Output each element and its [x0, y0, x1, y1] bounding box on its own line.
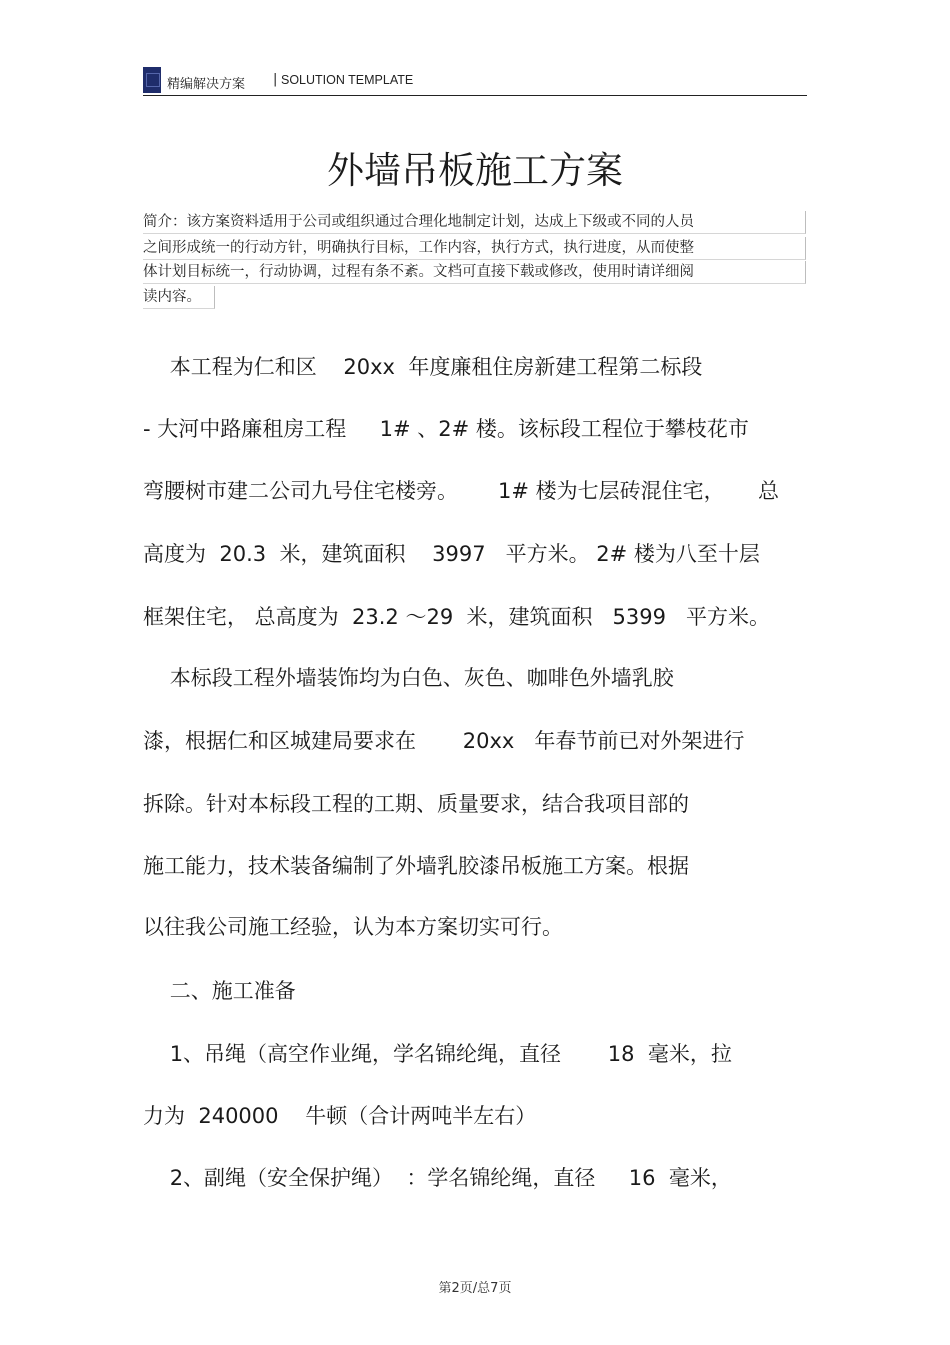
- body-line: 高度为 20.3 米，建筑面积 3997 平方米。 2# 楼为八至十层: [143, 542, 760, 566]
- header-separator: |: [273, 72, 278, 87]
- body-line: 1、吊绳（高空作业绳，学名锦纶绳，直径 18 毫米，拉: [143, 1042, 732, 1066]
- body-line: 施工能力，技术装备编制了外墙乳胶漆吊板施工方案。根据: [143, 854, 689, 878]
- page-number: 第2页/总7页: [438, 1281, 512, 1296]
- logo-icon: [143, 67, 161, 93]
- template-label: SOLUTION TEMPLATE: [281, 73, 414, 87]
- body-line: 拆除。针对本标段工程的工期、质量要求，结合我项目部的: [143, 792, 689, 816]
- summary-line-1: 简介：该方案资料适用于公司或组织通过合理化地制定计划，达成上下级或不同的人员: [143, 211, 806, 234]
- summary-line-3: 体计划目标统一，行动协调，过程有条不紊。文档可直接下载或修改，使用时请详细阅: [143, 261, 806, 284]
- body-line: 力为 240000 牛顿（合计两吨半左右）: [143, 1104, 537, 1128]
- body-line: 2、副绳（安全保护绳） ：学名锦纶绳，直径 16 毫米，: [143, 1166, 732, 1190]
- body-line: 弯腰树市建二公司九号住宅楼旁。 1# 楼为七层砖混住宅， 总: [143, 479, 780, 503]
- brand-text: 精编解决方案: [167, 77, 246, 92]
- body-line: 本工程为仁和区 20xx 年度廉租住房新建工程第二标段: [143, 355, 703, 379]
- body-line: 本标段工程外墙装饰均为白色、灰色、咖啡色外墙乳胶: [143, 666, 674, 690]
- summary-line-4: 读内容。: [143, 286, 215, 309]
- body-line: - 大河中路廉租房工程 1# 、2# 楼。该标段工程位于攀枝花市: [143, 417, 749, 441]
- body-line: 框架住宅， 总高度为 23.2 ～29 米，建筑面积 5399 平方米。: [143, 605, 771, 629]
- summary-line-2: 之间形成统一的行动方针，明确执行目标，工作内容，执行方式，执行进度，从而使整: [143, 237, 806, 260]
- body-line: 漆，根据仁和区城建局要求在 20xx 年春节前已对外架进行: [143, 729, 745, 753]
- page-header: [143, 67, 807, 96]
- body-line: 以往我公司施工经验，认为本方案切实可行。: [143, 915, 563, 939]
- document-title: 外墙吊板施工方案: [327, 149, 623, 192]
- section-heading: 二、施工准备: [143, 979, 296, 1003]
